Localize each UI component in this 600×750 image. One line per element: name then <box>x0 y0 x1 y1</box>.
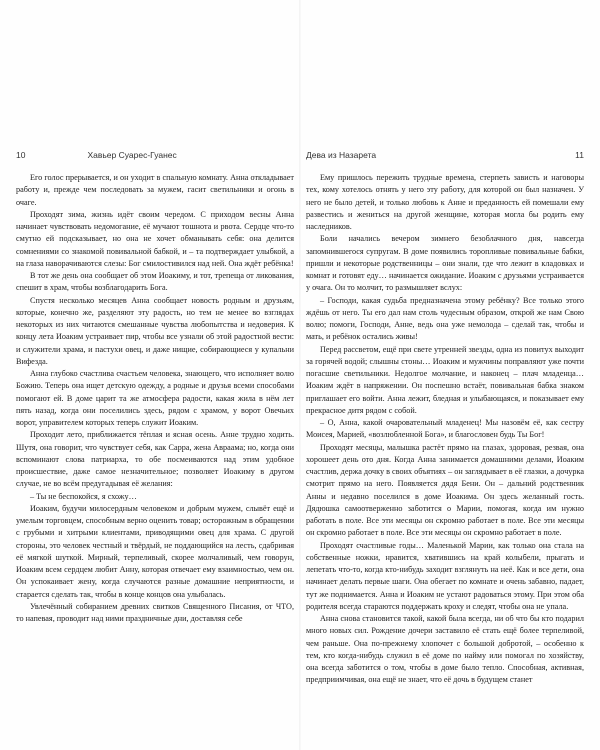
paragraph: Боли начались вечером зимнего безоблачного дня, навсегда запомнившегося супругам. В доме появились торопливые повивальные бабки, пришли и некоторые родственницы – они знали, где что лежит в кладовках и комнат и готовят еду… начинается ожидание. Иоаким с друзьями устраивается у очага. Он то молчит, то размышляет вслух: <box>306 234 584 293</box>
paragraph: Иоаким, будучи милосердным человеком и добрым мужем, слывёт ещё и умелым торговцем, способным верно оценить товар; осторожным в обращении с грубыми и хитрыми клиентами, приводящими овец для храма. С другой стороны, это человек честный и твёрдый, не поддающийся на лесть, сдабривая её мягкой шуткой. Мирный, терпеливый, скорее молчаливый, чем говорун, Иоаким всем сердцем любит Анну, которая отвечает ему взаимностью, чем он. Он успокаивает жену, когда случаются разные домашние неприятности, и старается сделать так, чтобы в конце концов она улыбалась. <box>16 503 294 599</box>
right-running-head: Дева из Назарета <box>306 150 377 160</box>
right-page-text <box>306 172 584 687</box>
paragraph: – Ты не беспокойся, я схожу… <box>30 491 137 501</box>
right-page <box>306 150 584 687</box>
paragraph: – Господи, какая судьба предназначена этому ребёнку? Все только этого ждёшь от него. Ты его дал нам столь чудесным образом, открой же нам Свою волю; помоги, Господи, Анне, ведь она уже немолода – сделай так, чтобы и мать, и ребёнок остались живы! <box>306 295 584 342</box>
paragraph: Проходят зима, жизнь идёт своим чередом. С приходом весны Анна начинает чувствовать недомогание, её мучают тошнота и рвота. Сердце что-то смутно ей подсказывает, но она не хочет обманывать себя: она делится сомнениями со знакомой повивальной бабкой, и – та подтверждает улыбкой, а на глаза наворачиваются слезы: Бог смилостивился над ней. Она ждёт ребёнка! <box>16 209 294 268</box>
right-page-header <box>306 150 584 164</box>
paragraph: – О, Анна, какой очаровательный младенец! Мы назовём её, как сестру Моисея, Марией, «возлюбленной Бога», и благословен будь Ты Бог! <box>306 418 584 440</box>
paragraph: Анна глубоко счастлива счастьем человека, знающего, что исполняет волю Божию. Теперь она ищет детскую одежду, а родные и друзья всеми способами помогают ей. В доме царит та же атмосфера радости, какая жила в нём лет пять назад, когда они поселились здесь, рядом с храмом, у ворот Овечьих ворот, управителем которых теперь служит Иоаким. <box>16 369 294 427</box>
paragraph: В тот же день она сообщает об этом Иоакиму, и тот, трепеща от ликования, спешит в храм, чтобы возблагодарить Бога. <box>16 271 294 293</box>
left-page-text <box>16 172 294 625</box>
paragraph: Проходит лето, приближается тёплая и ясная осень. Анне трудно ходить. Шутя, она говорит, что чувствует себя, как Сарра, жена Авраама; но, когда они вспоминают слова патриарха, то обе посмеиваются над этим удобное происшествие, даже самое незначительное; позволяет Иоакиму в другом случае, не во всём предугадывая её желания: <box>16 430 294 489</box>
right-page-number: 11 <box>575 150 584 160</box>
book-spine <box>299 0 301 750</box>
left-running-head: Хавьер Суарес-Гуанес <box>87 150 177 160</box>
paragraph: Ему пришлось пережить трудные времена, стерпеть зависть и наговоры тех, кому хотелось отнять у него эту работу, для которой он был назначен. У него не было детей, и только любовь к Анне и преданность ей помешали ему развестись и жениться на другой женщине, которая могла бы родить ему наследников. <box>306 173 584 231</box>
paragraph: Анна снова становится такой, какой была всегда, ни об что бы кто подарил много новых сил. Рождение дочери заставило её стать ещё более терпеливой, чем раньше. Она по-прежнему хлопочет с большой добротой, – особенно к тем, кто когда-нибудь служил в её доме по найму или помогал по хозяйству, она всегда заботится о том, чтобы в доме было тепло. Способная, активная, предприимчивая, она ещё не знает, что её дочь в будущем станет <box>306 614 584 685</box>
paragraph: Проходят счастливые годы… Маленькой Марии, как только она стала на собственные ножки, нравится, хватившись на край колыбели, прыгать и лепетать что-то, когда кто-нибудь заходит взглянуть на неё. Как и все дети, она начинает делать первые шаги. Она обегает по комнате и очень забавно, падает, тут же поднимается. Анна и Иоаким не устают радоваться этому. При этом оба родителя всегда стараются поддержать кроху и следят, чтобы она не упала. <box>306 540 584 611</box>
left-page-header <box>16 150 294 164</box>
paragraph: Увлечённый собиранием древних свитков Священного Писания, от ЧТО, то напевая, проводит над ними праздничные дни, доставляя себе <box>16 601 294 623</box>
left-page <box>16 150 294 625</box>
left-page-number: 10 <box>16 150 26 160</box>
paragraph: Перед рассветом, ещё при свете утренней звезды, одна из повитух выходит за горячей водой; слышны стоны… Иоаким и мужчины поправляют уже почти погасшие светильники. Недолгое молчание, и наконец – плач младенца… Иоаким ждёт в напряжении. Он поспешно встаёт, повивальная бабка знаком приглашает его войти. Анна лежит, бледная и улыбающаяся, и показывает ему прекрасное дитя рядом с собой. <box>306 344 584 415</box>
paragraph: Спустя несколько месяцев Анна сообщает новость родным и друзьям, которые, конечно же, разделяют эту радость, но тем не менее во взглядах некоторых из них читаются смешанные чувства любопытства и недоверия. К концу лета Иоаким устраивает пир, чтобы все узнали об этой радостной вести: и служители храма, и пастухи овец, и даже нищие, собирающиеся у купальни Вифезда. <box>16 295 294 366</box>
paragraph: Проходят месяцы, малышка растёт прямо на глазах, здоровая, резвая, она хорошеет день ото дня. Когда Анна занимается домашними делами, Иоаким счастлив, держа дочку в своих объятиях – он заглядывает в её глазки, а дочурка смотрит прямо на него. Появляется дядя Бени. Он – дальний родственник Анны и недавно поселился в доме Иоакима. Он здесь желанный гость. Дядюшка самоотверженно заботится о Марии, помогая, когда им нужно работать в поле. Все эти месяцы он скромно работает в поле. Все эти месяцы он скромно работает в поле. Все эти месяцы он скромно работает в поле. <box>306 442 584 538</box>
paragraph: Его голос прерывается, и он уходит в спальную комнату. Анна откладывает работу и, прежде чем последовать за мужем, гасит светильники и огонь в очаге. <box>16 173 294 207</box>
